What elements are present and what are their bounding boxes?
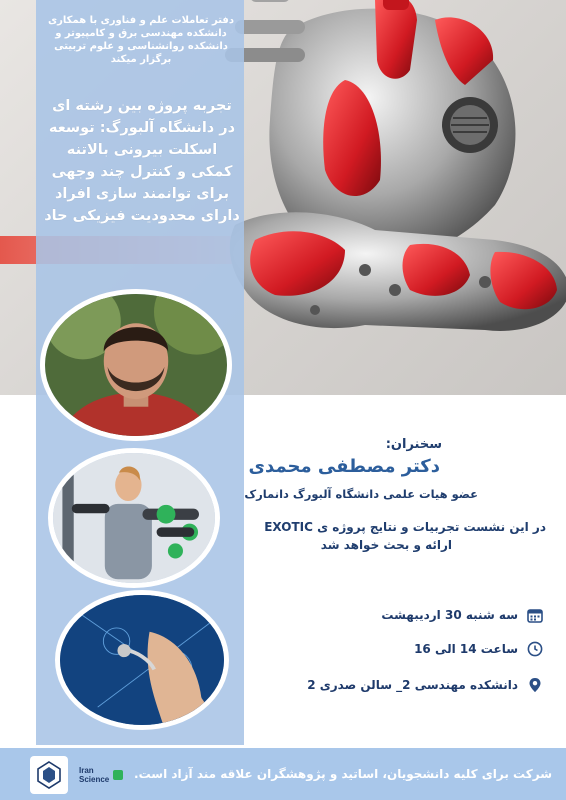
speaker-name: دکتر مصطفی محمدی xyxy=(248,456,440,477)
description-line-2: ارائه و بحث خواهد شد xyxy=(320,538,452,552)
exoskeleton-photo xyxy=(48,448,220,588)
event-date: سه شنبه 30 اردیبهشت xyxy=(381,608,518,622)
speaker-affiliation: عضو هیات علمی دانشگاه آلبورگ دانمارک xyxy=(244,487,478,501)
speaker-label: سخنران: xyxy=(385,437,442,452)
calendar-icon xyxy=(526,606,544,624)
iran-science-logo-text: Iran Science xyxy=(79,766,110,784)
medical-tech-photo xyxy=(55,590,229,730)
event-date-row xyxy=(381,606,544,624)
footer-note: شرکت برای کلیه دانشجویان، اساتید و پژوهشگران علاقه مند آزاد است. xyxy=(134,767,552,781)
event-time: ساعت 14 الی 16 xyxy=(414,642,518,656)
event-location: دانشکده مهندسی 2_ سالن صدری 2 xyxy=(307,678,518,692)
lecture-title: تجربه پروژه بین رشته ای در دانشگاه آلبورگ: توسعه اسکلت بیرونی بالاتنه کمکی و کنترل چند وجهی برای توانمند سازی افراد دارای محدودیت فیزیکی حاد xyxy=(44,98,240,224)
university-logo xyxy=(30,756,68,794)
iran-science-logo xyxy=(78,763,124,787)
organizer-text: دفتر تعاملات علم و فناوری با همکاری دانشکده مهندسی برق و کامپیوتر و دانشکده روانشناسی و علوم تربیتی برگزار میکند xyxy=(48,15,234,65)
location-pin-icon xyxy=(526,676,544,694)
robot-heart-hand-image xyxy=(195,0,566,380)
event-time-row xyxy=(414,640,544,658)
speaker-photo xyxy=(40,289,232,441)
event-location-row xyxy=(307,676,544,694)
clock-icon xyxy=(526,640,544,658)
description-line-1: در این نشست تجربیات و نتایج پروژه ی EXOTIC xyxy=(264,520,546,534)
